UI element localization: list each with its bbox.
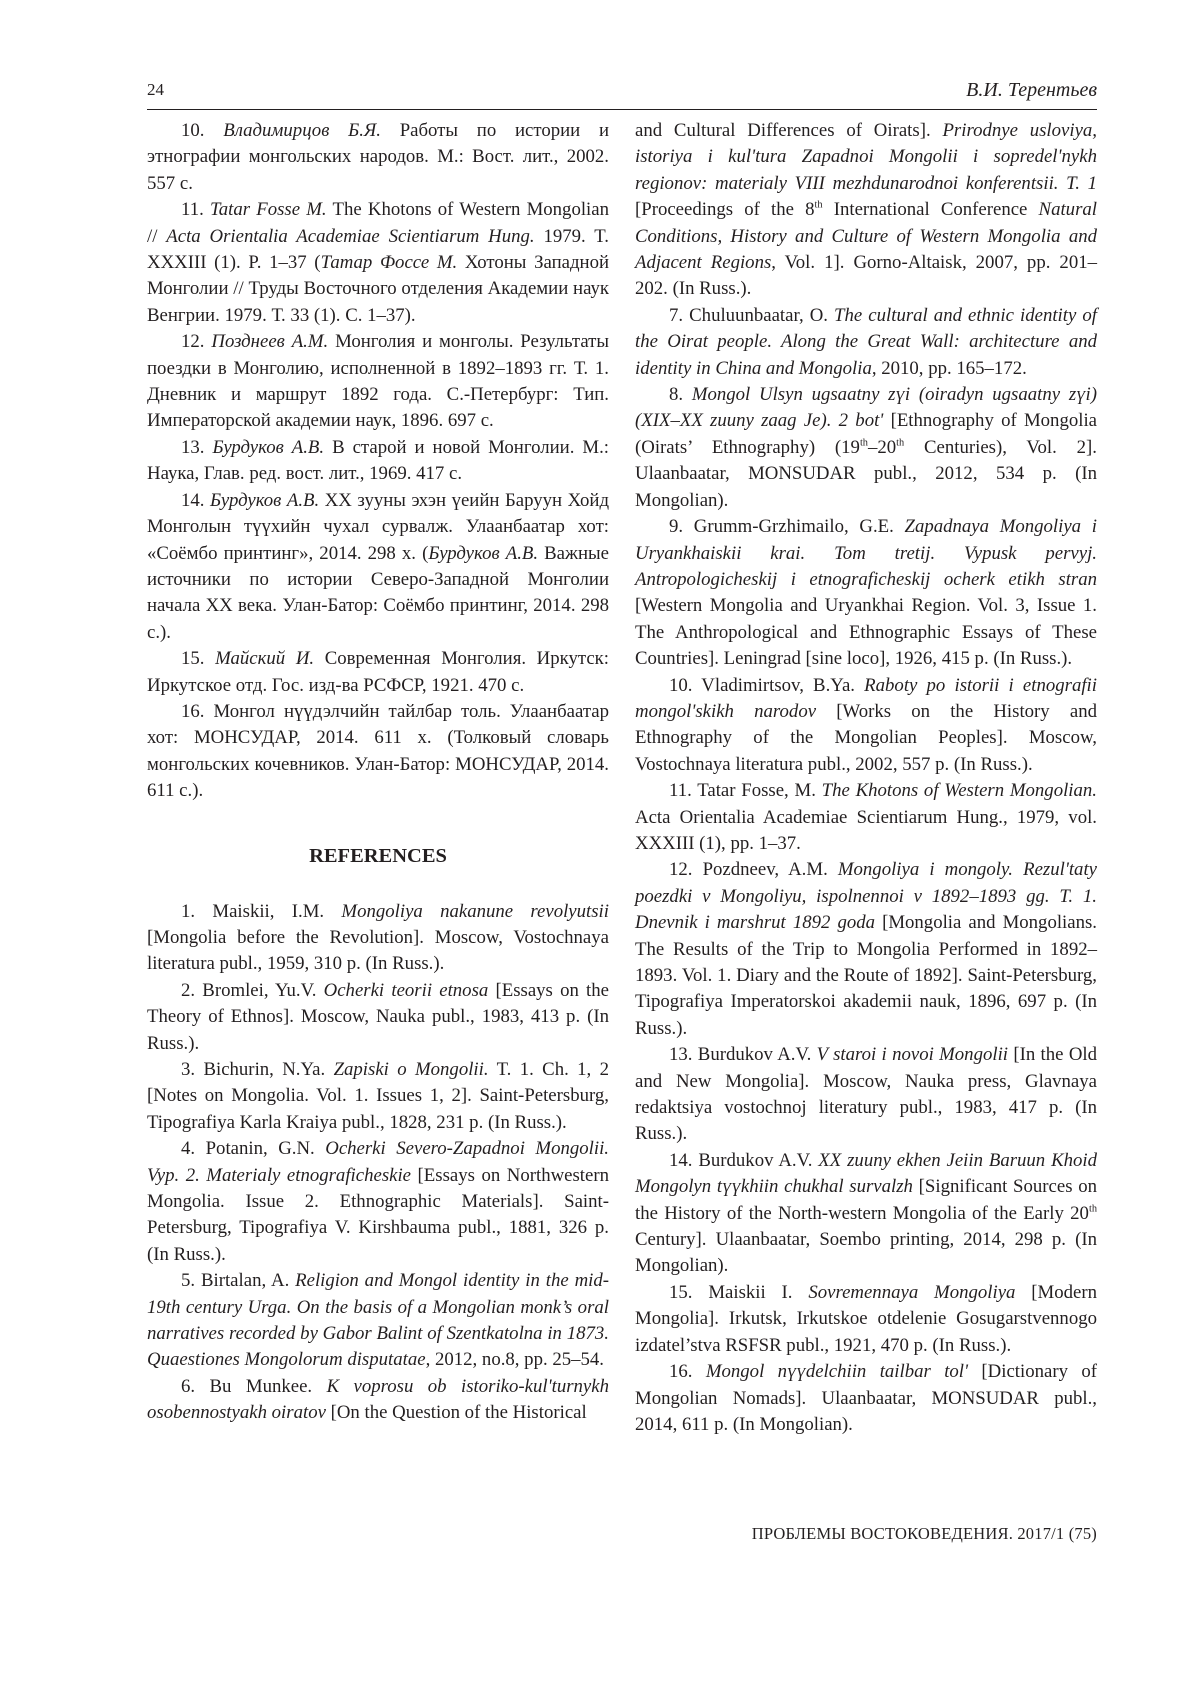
bibliography-list <box>147 118 609 805</box>
reference-entry <box>147 329 609 435</box>
text-run: , 2010, pp. 165–172. <box>871 357 1027 379</box>
reference-entry <box>635 1042 1097 1148</box>
superscript-run: th <box>859 437 868 449</box>
italic-title-run: Mongoliya i mongoly. Rezul'taty poezdki v Mongoliyu, ispolnennoi v 1892–1893 gg. T. 1. Dnevnik i marshrut 1892 goda <box>635 859 1097 934</box>
italic-title-run: Mongol nүүdelchiin tailbar tol' <box>705 1361 969 1383</box>
italic-title-run: Mongoliya nakanune revolyutsii <box>341 900 609 922</box>
text-run: [Significant Sources on the History of the North-western Mongolia of the Early 20 <box>635 1176 1097 1224</box>
italic-title-run: Бурдуков А.В. <box>428 542 539 564</box>
text-run: and Cultural Differences of Oirats]. <box>635 120 943 141</box>
reference-entry <box>635 778 1097 857</box>
text-run: 1979. T. XXXIII (1). P. 1–37 ( <box>147 225 609 274</box>
text-run: Современная Монголия. Иркутск: Иркутское отд. Гос. изд-ва РСФСР, 1921. 470 с. <box>147 648 609 696</box>
reference-entry <box>147 699 609 805</box>
text-run: [Dictionary of Mongolian Nomads]. Ulaanbaatar, MONSUDAR publ., 2014, 611 p. (In Mongolian). <box>635 1361 1098 1435</box>
text-run: [Essays on the Theory of Ethnos]. Moscow, Nauka publ., 1983, 413 p. (In Russ.). <box>147 979 609 1054</box>
text-run: [Mongolia before the Revolution]. Moscow, Vostochnaya literatura publ., 1959, 310 p. (In Russ.). <box>147 926 609 975</box>
italic-title-run: Владимирцов Б.Я. <box>223 120 381 141</box>
italic-title-run: Natural Conditions, History and Culture of Western Mongolia and Adjacent Regions <box>635 199 1097 274</box>
text-run: 6. Bu Munkee. <box>181 1375 327 1397</box>
italic-title-run: V staroi i novoi Mongolii <box>816 1044 1009 1066</box>
text-run: [In the Old and New Mongolia]. Moscow, Nauka press, Glavnaya redaktsiya vostochnoj literatury publ., 1983, 417 p. (In Russ.). <box>635 1044 1098 1145</box>
running-header <box>147 76 1097 106</box>
text-run: [Modern Mongolia]. Irkutsk, Irkutskoe otdelenie Gosugarstvennogo izdatel’stva RSFSR publ., 1921, 470 p. (In Russ.). <box>635 1281 1097 1356</box>
references-list-left <box>147 899 609 1427</box>
references-heading: REFERENCES <box>309 844 447 867</box>
text-run: 16. <box>669 1361 706 1383</box>
reference-entry <box>635 514 1097 672</box>
text-run: 11. Tatar Fosse, M. <box>669 780 822 802</box>
italic-title-run: Mongol Ulsyn ugsaatny zүi (oiradyn ugsaatny zүi) (XIX–XX zuuny zaag Je). 2 bot' <box>635 384 1097 432</box>
italic-title-run: XX zuuny ekhen Jeiin Baruun Khoid Mongolyn tүүkhiin chukhal survalzh <box>635 1149 1097 1198</box>
italic-title-run: Acta Orientalia Academiae Scientiarum Hung. <box>166 225 535 247</box>
text-run: [On the Question of the Historical <box>325 1402 587 1424</box>
reference-entry <box>635 303 1097 382</box>
text-run: 5. Birtalan, A. <box>181 1270 296 1292</box>
left-column <box>147 118 609 1427</box>
text-run: 15. Maiskii I. <box>669 1281 809 1303</box>
text-run: 2. Bromlei, Yu.V. <box>181 979 324 1001</box>
reference-entry <box>147 646 609 699</box>
reference-entry <box>147 978 609 1057</box>
text-run: 7. Chuluunbaatar, O. <box>669 304 835 326</box>
reference-entry <box>147 1057 609 1136</box>
text-run: Century]. Ulaanbaatar, Soembo printing, 2014, 298 p. (In Mongolian). <box>635 1229 1097 1277</box>
text-run: 1. Maiskii, I.M. <box>181 900 342 922</box>
text-run: [Proceedings of the 8 <box>635 199 815 221</box>
text-run: 11. <box>181 199 210 221</box>
italic-title-run: Майский И. <box>215 648 315 670</box>
text-run: , 2012, no.8, pp. 25–54. <box>425 1349 604 1371</box>
text-run: [Western Mongolia and Uryankhai Region. Vol. 3, Issue 1. The Anthropological and Ethnographic Essays of These Countries]. Leningrad [sine loco], 1926, 415 p. (In Russ.). <box>635 595 1097 670</box>
right-column <box>635 118 1097 1438</box>
text-run: 10. Vladimirtsov, B.Ya. <box>669 674 865 696</box>
text-run: Centuries), Vol. 2]. Ulaanbaatar, MONSUDAR publ., 2012, 534 p. (In Mongolian). <box>635 436 1097 511</box>
italic-title-run: Sovremennaya Mongoliya <box>808 1281 1016 1303</box>
italic-title-run: Religion and Mongol identity in the mid-19th century Urga. On the basis of a Mongolian monk’s oral narratives recorded by Gabor Balint of Szentkatolna in 1873. Quaestiones Mongolorum disputatae <box>147 1270 609 1371</box>
reference-entry <box>147 488 609 646</box>
text-run: [Mongolia and Mongolians. The Results of the Trip to Mongolia Performed in 1892–1893. Vol. 1. Diary and the Route of 1892]. Saint-Petersburg, Tipografiya Imperatorskoi akademii nauk, 1896, 697 p. (In Russ.). <box>635 912 1098 1039</box>
italic-title-run: The Khotons of Western Mongolian. <box>821 780 1097 802</box>
text-run: 15. <box>181 648 216 670</box>
reference-entry <box>147 1374 609 1427</box>
references-list-right <box>635 118 1097 1438</box>
italic-title-run: Zapadnaya Mongoliya i Uryankhaiskii krai. Tom tretij. Vypusk pervyj. Antropologicheskij i etnograficheskij ocherk etikh stran <box>635 516 1097 590</box>
text-run: [Essays on Northwestern Mongolia. Issue 2. Ethnographic Materials]. Saint-Petersburg, Tipografiya V. Kirshbauma publ., 1881, 326 p. (In Russ.). <box>147 1164 609 1265</box>
reference-entry <box>147 899 609 978</box>
italic-title-run: Tatar Fosse M. <box>210 199 327 221</box>
text-run: 4. Potanin, G.N. <box>181 1138 326 1160</box>
text-run: 13. <box>181 436 213 458</box>
italic-title-run: Бурдуков А.В. <box>210 489 320 511</box>
superscript-run: th <box>896 437 905 449</box>
reference-entry <box>635 857 1097 1042</box>
italic-title-run: Prirodnye usloviya, istoriya i kul'tura Zapadnoi Mongolii i sopredel'nykh regionov: materialy VIII mezhdunarodnoi konferentsii. T. 1 <box>635 120 1097 194</box>
text-run: ХХ зууны эхэн үеийн Баруун Хойд Монголын түүхийн чухал сурвалж. Улаанбаатар хот: «Соёмбо принтинг», 2014. 298 х. ( <box>147 489 610 564</box>
reference-entry <box>147 435 609 488</box>
text-run: –20 <box>867 436 897 458</box>
superscript-run: th <box>814 199 823 211</box>
text-run: 12. Pozdneev, A.M. <box>669 859 838 881</box>
text-run: Acta Orientalia Academiae Scientiarum Hung., 1979, vol. XXXIII (1), pp. 1–37. <box>635 806 1097 854</box>
text-run: International Conference <box>822 199 1039 221</box>
text-run: , Vol. 1]. Gorno-Altaisk, 2007, pp. 201–202. (In Russ.). <box>635 252 1097 300</box>
reference-entry <box>147 118 609 197</box>
text-run: The Khotons of Western Mongolian // <box>147 199 609 247</box>
text-run: 13. Burdukov A.V. <box>669 1044 817 1066</box>
italic-title-run: Бурдуков А.В. <box>212 436 325 458</box>
italic-title-run: Ocherki teorii etnosa <box>323 979 489 1001</box>
text-run: 16. Монгол нүүдэлчийн тайлбар толь. Улаанбаатар хот: МОНСУДАР, 2014. 611 х. (Толковый словарь монгольских кочевников. Улан-Батор: МОНСУДАР, 2014. 611 с.). <box>147 700 609 802</box>
reference-entry <box>147 1268 609 1374</box>
reference-entry <box>635 1280 1097 1359</box>
header-rule <box>147 109 1097 110</box>
text-run: 9. Grumm-Grzhimailo, G.E. <box>669 516 905 538</box>
text-run: 14. <box>181 489 211 511</box>
text-run: Работы по истории и этнографии монгольских народов. М.: Вост. лит., 2002. 557 с. <box>147 120 610 194</box>
italic-title-run: Zapiski o Mongolii. <box>333 1059 489 1080</box>
text-run: 12. <box>181 331 212 353</box>
italic-title-run: Позднеев А.М. <box>211 331 329 353</box>
journal-footer: ПРОБЛЕМЫ ВОСТОКОВЕДЕНИЯ. 2017/1 (75) <box>751 1524 1097 1543</box>
text-run: 10. <box>181 120 224 141</box>
text-run: 8. <box>669 384 692 406</box>
text-run: T. 1. Ch. 1, 2 [Notes on Mongolia. Vol. 1. Issues 1, 2]. Saint-Petersburg, Tipografiya Karla Kraiya publ., 1828, 231 p. (In Russ.). <box>147 1059 609 1133</box>
text-run: 3. Bichurin, N.Ya. <box>181 1059 334 1080</box>
text-run: [Works on the History and Ethnography of the Mongolian Peoples]. Moscow, Vostochnaya literatura publ., 2002, 557 p. (In Russ.). <box>635 700 1098 775</box>
reference-entry <box>635 1359 1097 1438</box>
italic-title-run: The cultural and ethnic identity of the Oirat people. Along the Great Wall: architecture and identity in China and Mongolia <box>635 304 1097 379</box>
reference-entry <box>635 1148 1097 1280</box>
italic-title-run: K voprosu ob istoriko-kul'turnykh osobennostyakh oiratov <box>147 1375 609 1424</box>
text-run: Хотоны Западной Монголии // Труды Восточного отделения Академии наук Венгрии. 1979. Т. 33 (1). С. 1–37). <box>147 252 610 326</box>
italic-title-run: Ocherki Severo-Zapadnoi Mongolii. Vyp. 2. Materialy etnograficheskie <box>147 1138 609 1186</box>
running-author: В.И. Терентьев <box>966 79 1097 101</box>
text-run: [Ethnography of Mongolia (Oirats’ Ethnography) (19 <box>635 410 1097 458</box>
reference-entry <box>635 118 1097 303</box>
page-number: 24 <box>147 80 164 99</box>
text-run: Монголия и монголы. Результаты поездки в Монголию, исполненной в 1892–1893 гг. Т. 1. Дневник и маршрут 1892 года. С.-Петербург: Тип. Императорской академии наук, 1896. 697 с. <box>147 331 609 432</box>
italic-title-run: Raboty po istorii i etnografii mongol'skikh narodov <box>635 674 1097 722</box>
text-run: Важные источники по истории Северо-Западной Монголии начала ХХ века. Улан-Батор: Соёмбо принтинг, 2014. 298 с.). <box>147 542 609 643</box>
reference-entry <box>635 382 1097 514</box>
superscript-run: th <box>1088 1203 1097 1215</box>
reference-entry <box>147 197 609 329</box>
text-run: В старой и новой Монголии. М.: Наука, Глав. ред. вост. лит., 1969. 417 с. <box>147 436 609 485</box>
text-run: 14. Burdukov A.V. <box>669 1149 819 1171</box>
italic-title-run: Татар Фоссе М. <box>320 252 458 274</box>
reference-entry <box>635 673 1097 779</box>
reference-entry <box>147 1136 609 1268</box>
